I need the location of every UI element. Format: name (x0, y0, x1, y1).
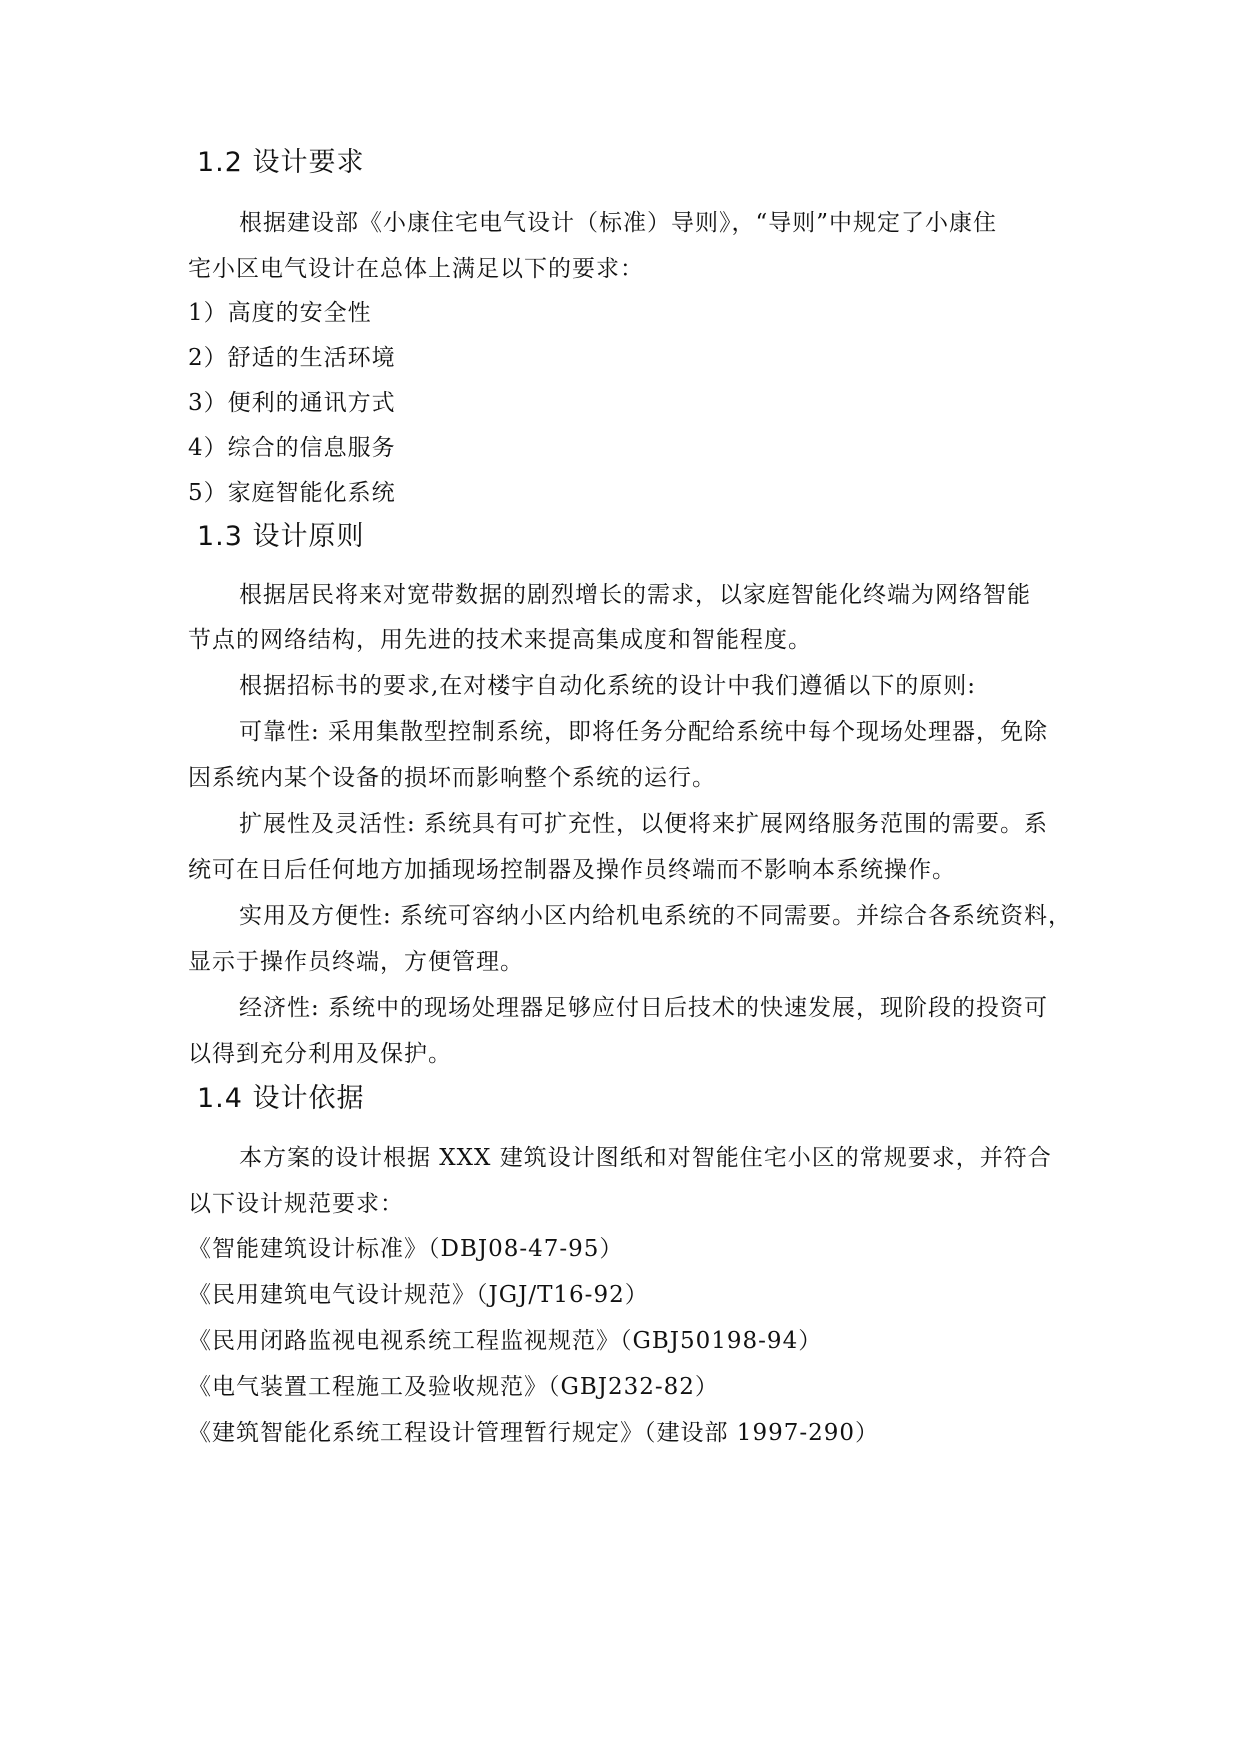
paragraph-line: 根据招标书的要求,在对楼宇自动化系统的设计中我们遵循以下的原则: (239, 673, 977, 699)
paragraph-line: 以下设计规范要求： (188, 1191, 404, 1217)
paragraph-line: 根据居民将来对宽带数据的剧烈增长的需求，以家庭智能化终端为网络智能 (239, 582, 1031, 608)
paragraph-line: 经济性: 系统中的现场处理器足够应付日后技术的快速发展，现阶段的投资可 (239, 995, 1049, 1021)
paragraph-line: 以得到充分利用及保护。 (188, 1041, 452, 1067)
paragraph-line: 显示于操作员终端，方便管理。 (188, 949, 524, 975)
list-item: 4）综合的信息服务 (188, 435, 396, 461)
list-item: 3）便利的通讯方式 (188, 390, 396, 416)
paragraph-line: 扩展性及灵活性: 系统具有可扩充性，以便将来扩展网络服务范围的需要。系 (239, 811, 1049, 837)
reference-item: 《电气装置工程施工及验收规范》（GBJ232-82） (188, 1374, 719, 1400)
paragraph-line: 本方案的设计根据 XXX 建筑设计图纸和对智能住宅小区的常规要求，并符合 (239, 1145, 1052, 1171)
list-item: 1）高度的安全性 (188, 300, 372, 326)
section-heading-1-3: 1.3 设计原则 (197, 521, 365, 552)
paragraph-line: 因系统内某个设备的损坏而影响整个系统的运行。 (188, 765, 716, 791)
paragraph-line: 根据建设部《小康住宅电气设计（标准）导则》，“导则”中规定了小康住 (239, 210, 998, 236)
paragraph-line: 宅小区电气设计在总体上满足以下的要求： (188, 256, 644, 282)
section-heading-1-2: 1.2 设计要求 (197, 147, 365, 178)
list-item: 2）舒适的生活环境 (188, 345, 396, 371)
list-item: 5）家庭智能化系统 (188, 480, 396, 506)
paragraph-line: 节点的网络结构，用先进的技术来提高集成度和智能程度。 (188, 627, 812, 653)
reference-item: 《智能建筑设计标准》（DBJ08-47-95） (188, 1236, 624, 1262)
paragraph-line: 可靠性: 采用集散型控制系统，即将任务分配给系统中每个现场处理器，免除 (239, 719, 1049, 745)
paragraph-line: 实用及方便性: 系统可容纳小区内给机电系统的不同需要。并综合各系统资料， (239, 903, 1073, 929)
section-heading-1-4: 1.4 设计依据 (197, 1083, 365, 1114)
reference-item: 《建筑智能化系统工程设计管理暂行规定》（建设部 1997-290） (188, 1420, 880, 1446)
paragraph-line: 统可在日后任何地方加插现场控制器及操作员终端而不影响本系统操作。 (188, 857, 956, 883)
reference-item: 《民用闭路监视电视系统工程监视规范》（GBJ50198-94） (188, 1328, 823, 1354)
reference-item: 《民用建筑电气设计规范》（JGJ/T16-92） (188, 1282, 649, 1308)
